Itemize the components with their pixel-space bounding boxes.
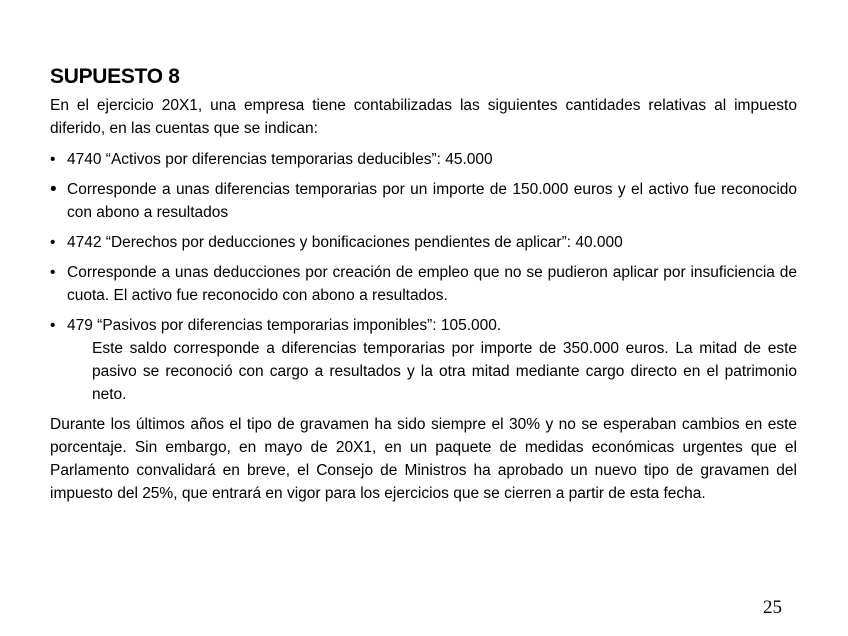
bullet-dot-icon: • [50,264,56,281]
slide-title: SUPUESTO 8 [50,65,180,88]
bullet-text: 479 “Pasivos por diferencias temporarias imponibles”: 105.000. [67,317,502,334]
bullet-item [50,178,797,224]
final-paragraph: Durante los últimos años el tipo de gravamen ha sido siempre el 30% y no se esperaban cambios en este porcentaje. Sin embargo, en mayo de 20X1, en un paquete de medidas económicas urgentes que el Parlamento convalidará en breve, el Consejo de Ministros ha aprobado un nuevo tipo de gravamen del impuesto del 25%, que entrará en vigor para los ejercicios que se cierren a partir de esta fecha. [50,416,797,502]
bullet-text: 4742 “Derechos por deducciones y bonificaciones pendientes de aplicar”: 40.000 [67,234,623,251]
bullet-item [50,261,797,307]
bullet-dot-icon: • [50,151,56,168]
bullet-text: Corresponde a unas deducciones por creación de empleo que no se pudieron aplicar por insuficiencia de cuota. El activo fue reconocido con abono a resultados. [67,264,797,304]
slide-content [50,64,797,505]
bullet-item [50,314,797,337]
bullet-item [50,148,797,171]
bullet-item [50,231,797,254]
bullet-list [50,148,797,337]
bullet-dot-icon: • [50,179,57,200]
bullet-text: Corresponde a unas diferencias temporarias por un importe de 150.000 euros y el activo fue reconocido con abono a resultados [67,181,797,221]
bullet-dot-icon: • [50,317,56,334]
intro-paragraph: En el ejercicio 20X1, una empresa tiene contabilizadas las siguientes cantidades relativas al impuesto diferido, en las cuentas que se indican: [50,97,797,137]
page-number: 25 [763,597,782,618]
sub-paragraph: Este saldo corresponde a diferencias temporarias por importe de 350.000 euros. La mitad de este pasivo se reconoció con cargo a resultados y la otra mitad mediante cargo directo en el patrimonio neto. [92,340,797,403]
bullet-text: 4740 “Activos por diferencias temporarias deducibles”: 45.000 [67,151,493,168]
bullet-dot-icon: • [50,234,56,251]
